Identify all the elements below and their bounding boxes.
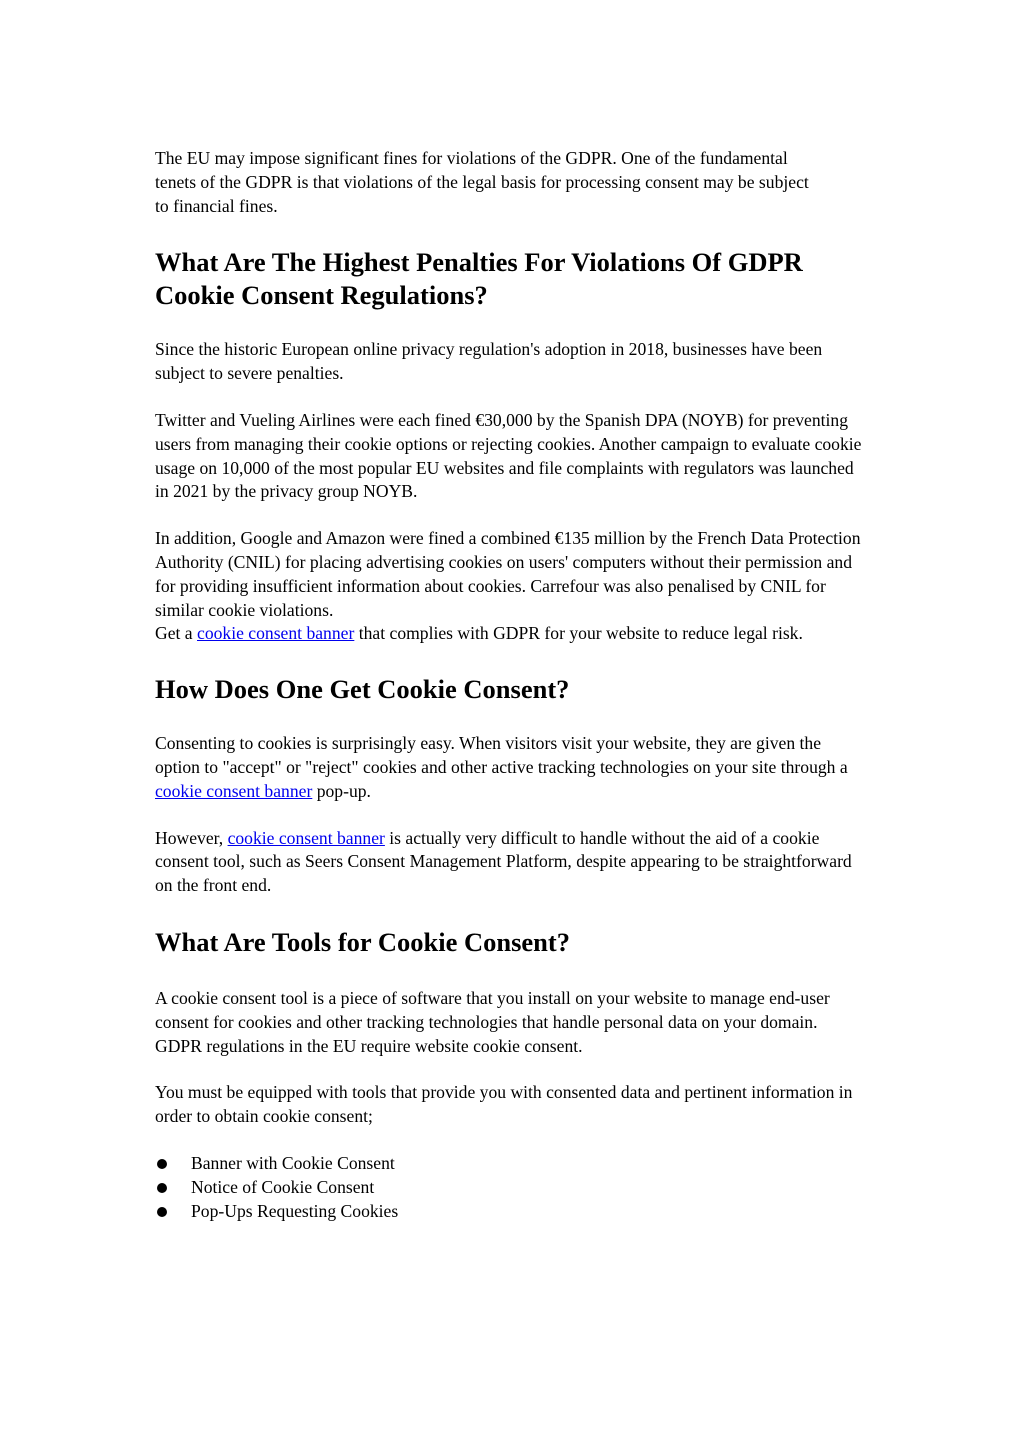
bullet-icon [157, 1159, 167, 1169]
get-consent-paragraph-1-pre: Consenting to cookies is surprisingly easy. When visitors visit your website, they are given the option to "accept" or "reject" cookies and other active tracking technologies on your site through a [155, 733, 848, 777]
list-item-text: Banner with Cookie Consent [191, 1152, 395, 1173]
cookie-consent-banner-link-1[interactable]: cookie consent banner [197, 623, 355, 644]
get-consent-paragraph-2-pre: However, [155, 827, 228, 848]
section-heading-penalties: What Are The Highest Penalties For Violations Of GDPR Cookie Consent Regulations? [155, 247, 803, 311]
penalties-paragraph-1: Since the historic European online privacy regulation's adoption in 2018, businesses have been subject to severe penalties. [155, 339, 823, 384]
cookie-consent-banner-link-3[interactable]: cookie consent banner [227, 827, 385, 848]
list-item [155, 1152, 875, 1176]
get-consent-paragraph-2-post: is actually very difficult to handle without the aid of a cookie consent tool, such as Seers Consent Management Platform, despite appearing to be straightforward on the front end. [155, 827, 852, 896]
section-heading-get-consent: How Does One Get Cookie Consent? [155, 674, 570, 705]
list-item [155, 1200, 875, 1224]
list-item-text: Notice of Cookie Consent [191, 1176, 375, 1197]
penalties-paragraph-3-pre: Get a [155, 623, 198, 644]
get-consent-paragraph-2 [155, 827, 873, 898]
section-heading-tools: What Are Tools for Cookie Consent? [155, 926, 570, 957]
get-consent-paragraph-1-post: pop-up. [312, 780, 371, 801]
cookie-tools-list [155, 1152, 875, 1223]
tools-paragraph-1: A cookie consent tool is a piece of software that you install on your website to manage end-user consent for cookies and other tracking technologies that handle personal data on your domain. GDPR regulations in the EU require website cookie consent. [155, 987, 830, 1056]
intro-paragraph: The EU may impose significant fines for violations of the GDPR. One of the fundamental tenets of the GDPR is that violations of the legal basis for processing consent may be subject to financial fines. [155, 148, 809, 216]
penalties-paragraph-3-post: that complies with GDPR for your website to reduce legal risk. [354, 623, 803, 644]
list-item-text: Pop-Ups Requesting Cookies [191, 1200, 399, 1221]
tools-paragraph-2: You must be equipped with tools that provide you with consented data and pertinent information in order to obtain cookie consent; [155, 1082, 853, 1127]
get-consent-paragraph-1 [155, 732, 870, 803]
document-page [155, 147, 875, 1223]
penalties-paragraph-3 [155, 527, 867, 646]
cookie-consent-banner-link-2[interactable]: cookie consent banner [155, 780, 313, 801]
list-item [155, 1176, 875, 1200]
penalties-paragraph-3-text: In addition, Google and Amazon were fined a combined €135 million by the French Data Protection Authority (CNIL) for placing advertising cookies on users' computers without their permission and for providing insufficient information about cookies. Carrefour was also penalised by CNIL for similar cookie violations. [155, 528, 861, 620]
penalties-paragraph-2: Twitter and Vueling Airlines were each fined €30,000 by the Spanish DPA (NOYB) for preventing users from managing their cookie options or rejecting cookies. Another campaign to evaluate cookie usage on 10,000 of the most popular EU websites and file complaints with regulators was launched in 2021 by the privacy group NOYB. [155, 409, 862, 502]
bullet-icon [157, 1207, 167, 1217]
bullet-icon [157, 1183, 167, 1193]
